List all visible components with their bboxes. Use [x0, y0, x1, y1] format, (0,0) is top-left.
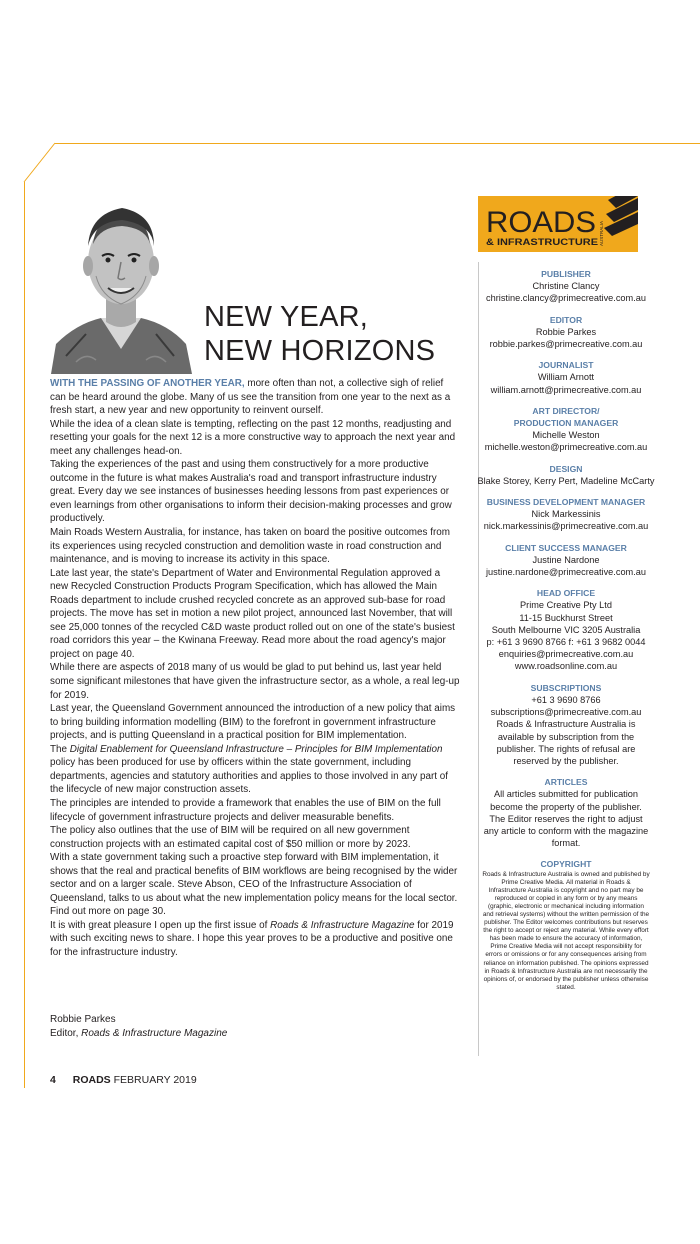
copyright-text: Roads & Infrastructure Australia is owned and published by Prime Creative Media. All material in Roads & Infrastructure Australia is copyright and no part may be reproduced or copied in any form or by any means (graphic, electronic or mechanical including information and retrieval systems) without the written permission of the publisher. The Editor welcomes contributions but reserves the right to accept or reject any material. While every effort has been made to ensure the accuracy of information, Prime Creative Media will not accept responsibility for errors or omissions or for any consequences arising from reliance on information published. The opinions expressed in Roads & Infrastructure Australia are not necessarily the opinions of, or endorsed by the publisher unless otherwise stated. — [482, 870, 650, 991]
masthead-editor — [482, 314, 650, 351]
headline-line-1: NEW YEAR, — [204, 301, 369, 333]
page-number: 4 — [50, 1074, 56, 1086]
head-office-email[interactable]: enquiries@primecreative.com.au — [498, 649, 634, 660]
publisher-label: PUBLISHER — [541, 269, 591, 279]
masthead-copyright — [482, 858, 650, 992]
editor-name: Robbie Parkes — [535, 326, 597, 337]
headline-line-2: NEW HORIZONS — [204, 335, 436, 367]
design-names: Blake Storey, Kerry Pert, Madeline McCarty — [477, 475, 655, 486]
journalist-label: JOURNALIST — [538, 360, 594, 371]
article-paragraph: Taking the experiences of the past and using them constructively for a more productive outcome in the future is what makes Australia's road and transport infrastructure industry great. Every day we see instances of businesses heeding lessons from past experiences or even learnings from other organisations to inform their decision-making processes and grow productively. — [50, 459, 452, 525]
article-paragraph: With a state government taking such a proactive step forward with BIM implementation, it shows that the real and practical benefits of BIM workflows are being recognised by the wider sector and on a larger scale. Steve Abson, CEO of the Infrastructure Association of Queensland, talks to us about what the new implementation policy means for the local sector. Find out more on page 30. — [50, 852, 458, 918]
footer-magazine: ROADS — [72, 1074, 111, 1086]
article-headline — [204, 300, 435, 368]
roads-infrastructure-logo — [478, 196, 638, 252]
masthead-design — [477, 463, 655, 487]
article-text: The — [50, 743, 70, 755]
subscriptions-phone: +61 3 9690 8766 — [531, 694, 601, 705]
head-office-company: Prime Creative Pty Ltd — [520, 600, 612, 611]
signoff-title-prefix: Editor, — [50, 1028, 82, 1039]
editor-signoff — [50, 1013, 227, 1041]
head-office-street: 11-15 Buckhurst Street — [519, 612, 613, 623]
editor-portrait — [46, 184, 196, 374]
csm-name: Justine Nardone — [532, 554, 600, 565]
article-paragraph — [50, 377, 460, 418]
masthead-articles — [482, 776, 650, 849]
article-paragraph: While there are aspects of 2018 many of us would be glad to put behind us, last year held some significant milestones that have given the infrastructure sector, as a whole, a real leg-up for 2019. — [50, 662, 460, 701]
bdm-email[interactable]: nick.markessinis@primecreative.com.au — [483, 521, 649, 532]
article-paragraph — [50, 919, 460, 960]
magazine-title: Roads & Infrastructure Magazine — [270, 919, 415, 931]
journalist-name: William Arnott — [537, 372, 595, 383]
article-paragraph: The policy also outlines that the use of BIM will be required on all new government construction projects with an estimated capital cost of $50 million or more by 2023. — [50, 825, 411, 850]
frame-corner-diagonal — [0, 140, 60, 188]
bdm-label: BUSINESS DEVELOPMENT MANAGER — [486, 497, 646, 508]
article-paragraph — [50, 743, 460, 797]
art-director-name: Michelle Weston — [532, 430, 600, 441]
signoff-title — [50, 1027, 227, 1041]
article-paragraph: The principles are intended to provide a framework that enables the use of BIM on the full lifecycle of government infrastructure projects and deliver measurable benefits. — [50, 797, 441, 823]
head-office-phone: p: +61 3 9690 8766 f: +61 3 9682 0044 — [486, 637, 646, 648]
subscriptions-label: SUBSCRIPTIONS — [530, 682, 602, 693]
production-manager-label: PRODUCTION MANAGER — [513, 418, 619, 429]
footer-issue: FEBRUARY 2019 — [113, 1074, 197, 1086]
head-office-web[interactable]: www.roadsonline.com.au — [514, 661, 618, 672]
masthead-csm — [482, 542, 650, 579]
art-director-email[interactable]: michelle.weston@primecreative.com.au — [484, 442, 648, 453]
csm-label: CLIENT SUCCESS MANAGER — [505, 542, 627, 553]
bdm-name: Nick Markessinis — [531, 509, 601, 520]
masthead-bdm — [482, 496, 650, 533]
subscriptions-email[interactable]: subscriptions@primecreative.com.au — [490, 707, 642, 718]
csm-email[interactable]: justine.nardone@primecreative.com.au — [486, 567, 646, 578]
article-text: for 2019 with such exciting news to share. I hope this year proves to be a productive and positive one for the infrastructure industry. — [50, 919, 454, 958]
subscriptions-text: Roads & Infrastructure Australia is available by subscription from the publisher. The rights of refusal are reserved by the publisher. — [496, 719, 636, 766]
masthead — [477, 268, 655, 1001]
signoff-name: Robbie Parkes — [50, 1014, 116, 1025]
article-paragraph: Main Roads Western Australia, for instance, has taken on board the positive outcomes from its experiences using recycled construction and demolition waste in road construction and maintenance, and is moving to increase its activity in this space. — [50, 527, 450, 566]
head-office-city: South Melbourne VIC 3205 Australia — [491, 624, 641, 635]
masthead-head-office — [482, 587, 650, 672]
copyright-label: COPYRIGHT — [540, 859, 592, 870]
masthead-art-director — [482, 405, 650, 454]
article-text: policy has been produced for use by officers within the state government, including departments, agencies and statutory authorities and applies to those involved in any part of the lifecycle of new major construction assets. — [50, 757, 448, 796]
masthead-publisher — [482, 268, 650, 305]
logo-subtitle: & INFRASTRUCTURE — [486, 237, 598, 248]
articles-label: ARTICLES — [544, 777, 588, 788]
sidebar-divider — [478, 262, 479, 1056]
publisher-name: Christine Clancy — [532, 281, 600, 292]
masthead-journalist — [482, 359, 650, 396]
masthead-subscriptions — [482, 682, 650, 767]
art-director-label: ART DIRECTOR/ — [532, 405, 600, 416]
article-paragraph: While the idea of a clean slate is tempting, reflecting on the past 12 months, readjusting and resetting your goals for the next 12 is a more constructive way to approach the next year and meet any challenges head-on. — [50, 418, 456, 457]
frame-top-rule — [55, 143, 700, 144]
editorial-article — [50, 377, 460, 960]
head-office-label: HEAD OFFICE — [536, 588, 596, 599]
article-lead-text: more often than not, a collective sigh of relief can be heard around the globe. Many of us see the transition from one year to the next as a fresh start, a new year and new opportunity to reinvent ourself. — [50, 378, 451, 417]
page-footer — [50, 1074, 197, 1086]
articles-text: All articles submitted for publication become the property of the publisher. The Editor reserves the right to adjust any article to conform with the magazine format. — [483, 789, 649, 849]
editor-email[interactable]: robbie.parkes@primecreative.com.au — [489, 339, 643, 350]
publisher-email[interactable]: christine.clancy@primecreative.com.au — [486, 293, 646, 304]
article-paragraph: Last year, the Queensland Government announced the introduction of a new policy that aims to bring building information modelling (BIM) to the forefront in government infrastructure projects, and is putting Queensland in a practical position for BIM implementation. — [50, 703, 456, 742]
frame-left-rule — [24, 182, 25, 1088]
logo-vertical: AUSTRALIA — [599, 220, 604, 246]
policy-title: Digital Enablement for Queensland Infrastructure – Principles for BIM Implementation — [69, 743, 443, 755]
logo-word: ROADS — [486, 206, 596, 239]
design-label: DESIGN — [549, 463, 583, 474]
article-lead-caps: WITH THE PASSING OF ANOTHER YEAR, — [50, 378, 245, 389]
signoff-magazine: Roads & Infrastructure Magazine — [81, 1028, 228, 1039]
journalist-email[interactable]: william.arnott@primecreative.com.au — [490, 384, 642, 395]
article-paragraph: Late last year, the state's Department of Water and Environmental Regulation approved a new Recycled Construction Products Program Specification, which has allowed the Main Roads department to include crushed recycled concrete as an approved sub-base for road projects. The move has set in motion a new pilot project, announced last November, that will see 25,000 tonnes of the recycled C&D waste product rolled out on one of the state's busiest road corridors this year – the Kwinana Freeway. Read more about the road agency's major project on page 40. — [50, 567, 455, 660]
editor-label: EDITOR — [549, 314, 583, 325]
article-text: It is with great pleasure I open up the first issue of — [50, 919, 271, 931]
